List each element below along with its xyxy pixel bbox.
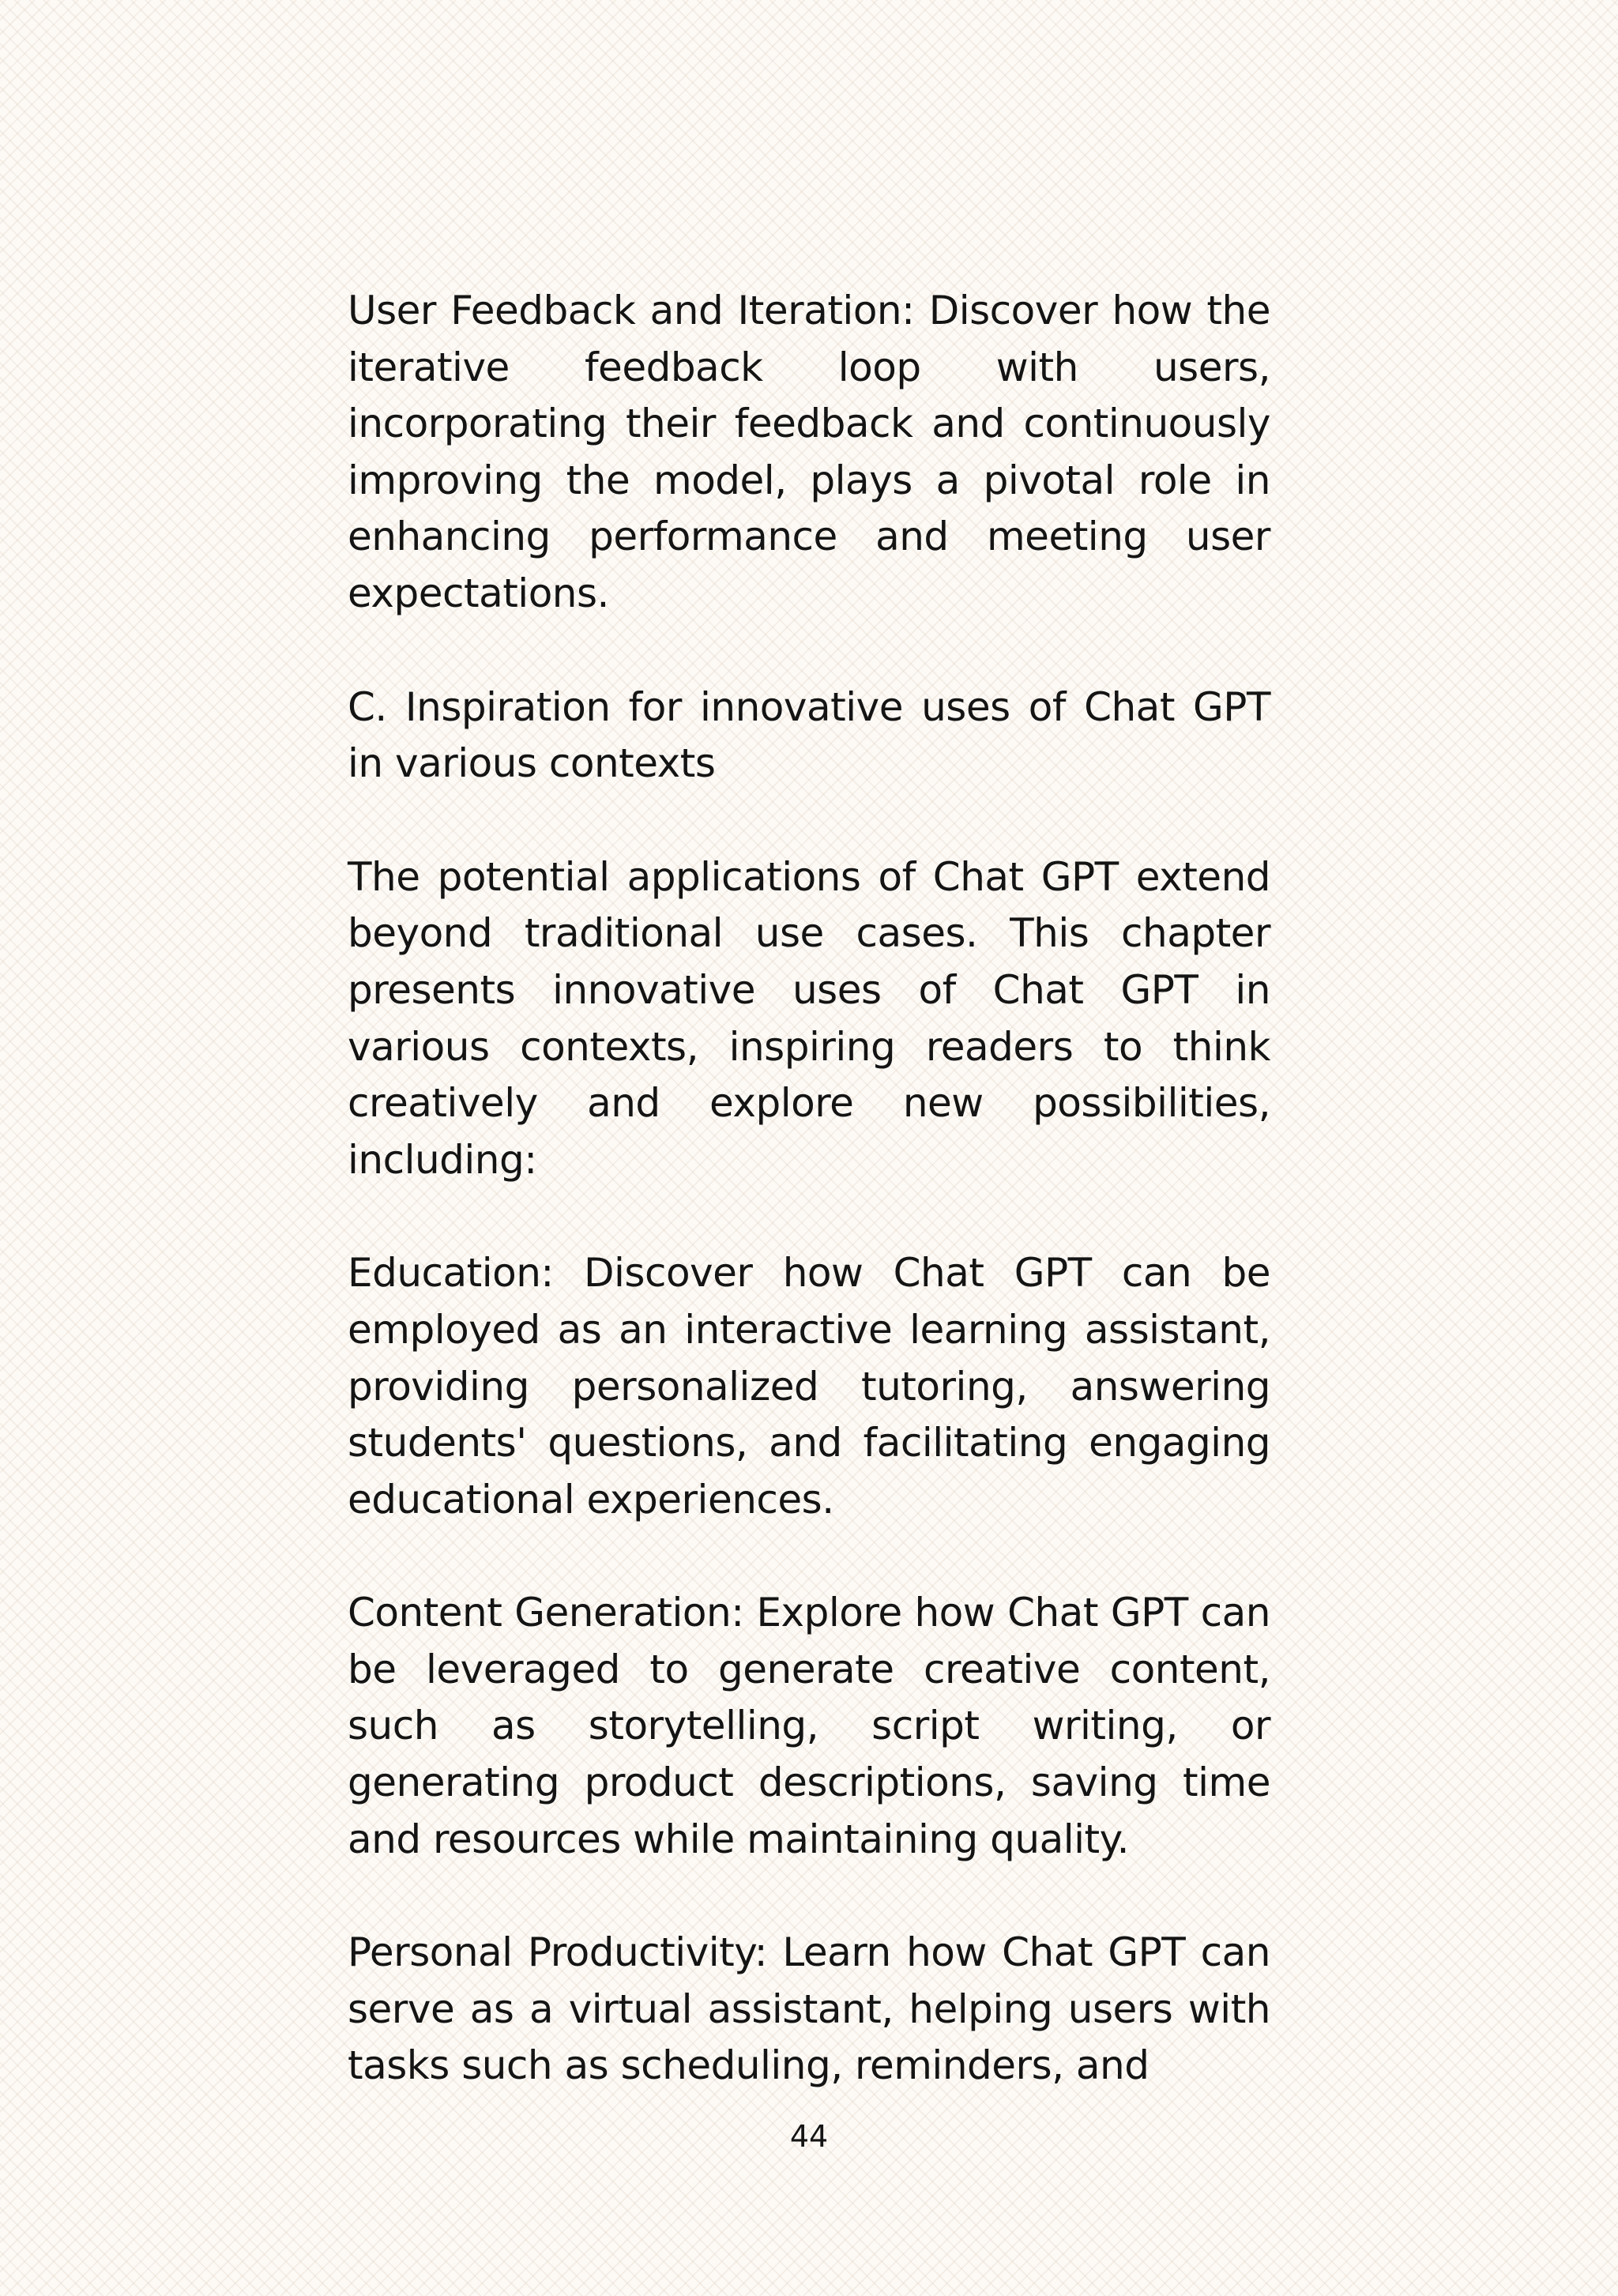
section-heading-inspiration: C. Inspiration for innovative uses of Chat GPT in various contexts [348, 683, 1270, 787]
page-body [348, 283, 1270, 2095]
paragraph-content-generation: Content Generation: Explore how Chat GPT can be leveraged to generate creative content, such as storytelling, script writing, or generating product descriptions, saving time and resources while maintaining quality. [348, 1590, 1270, 1862]
page-number: 44 [789, 2119, 829, 2154]
paragraph-education: Education: Discover how Chat GPT can be employed as an interactive learning assistant, providing personalized tutoring, answering students' questions, and facilitating engaging educational experiences. [348, 1250, 1270, 1523]
paragraph-personal-productivity: Personal Productivity: Learn how Chat GPT can serve as a virtual assistant, helping users with tasks such as scheduling, reminders, and [348, 1929, 1270, 2089]
paragraph-potential-applications: The potential applications of Chat GPT extend beyond traditional use cases. This chapter presents innovative uses of Chat GPT in various contexts, inspiring readers to think creatively and explore new possibilities, including: [348, 853, 1270, 1183]
paragraph-user-feedback: User Feedback and Iteration: Discover how the iterative feedback loop with users, incorporating their feedback and continuously improving the model, plays a pivotal role in enhancing performance and meeting user expectations. [348, 288, 1270, 616]
